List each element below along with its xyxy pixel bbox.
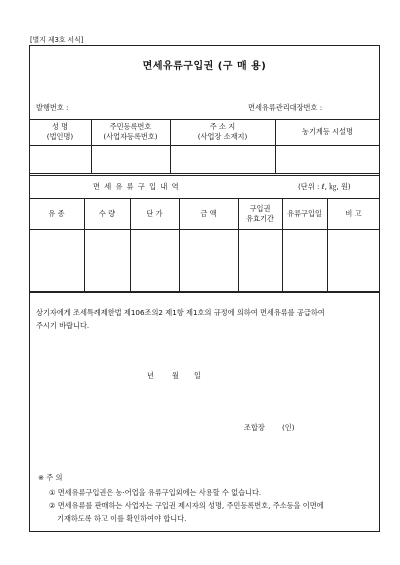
remarks-cell[interactable]	[328, 230, 379, 290]
address-cell[interactable]	[171, 146, 274, 172]
purchase-unit: (단위 : ℓ, ㎏, 원)	[298, 182, 351, 191]
date-year: 년	[147, 371, 154, 380]
oil-type-cell[interactable]	[30, 230, 83, 290]
amount-cell[interactable]	[180, 230, 237, 290]
request-text-line1: 상기자에게 조세특례제한법 제106조의2 제1항 제1호의 규정에 의하여 면세유류를 공급하여	[36, 308, 325, 317]
validity-period-header: 유효기간	[246, 214, 274, 223]
amount-header: 금 액	[200, 209, 217, 218]
validity-cell[interactable]	[239, 230, 281, 290]
unit-price-header: 단 가	[146, 209, 163, 218]
unit-price-cell[interactable]	[131, 230, 178, 290]
name-cell[interactable]	[30, 146, 90, 172]
form-label: [별지 제3호 서식]	[30, 36, 84, 44]
request-text-line2: 주시기 바랍니다.	[36, 321, 90, 330]
validity-header: 구입권	[249, 204, 271, 213]
quantity-cell[interactable]	[85, 230, 129, 290]
machinery-cell[interactable]	[276, 146, 379, 172]
name-header: 성 명	[51, 122, 69, 131]
business-number-header: (사업자등록번호)	[103, 132, 158, 141]
date-day: 일	[194, 371, 201, 380]
business-address-header: (사업장 소재지)	[197, 132, 248, 141]
quantity-header: 수 량	[98, 209, 116, 218]
union-head-label: 조합장	[244, 423, 265, 432]
issue-number-label: 발행번호 :	[36, 103, 69, 112]
form-title: 면세유류구입권 (구 매 용)	[142, 61, 267, 72]
purchase-date-cell[interactable]	[283, 230, 326, 290]
resident-number-cell[interactable]	[92, 146, 169, 172]
oil-type-header: 유 종	[48, 209, 65, 218]
ledger-number-label: 면세유류관리대장번호 :	[248, 103, 323, 112]
purchase-section-title: 면 세 유 류 구 입 내 역	[93, 182, 180, 191]
seal-mark: (인)	[282, 423, 295, 432]
note-item-2: ② 면세유류를 판매하는 사업자는 구입권 제시자의 성명, 주민등록번호, 주소등을 이면에	[49, 501, 324, 510]
date-month: 월	[172, 371, 179, 380]
purchase-date-header: 유류구입일	[287, 209, 322, 218]
notes-heading: ※ 주 의	[38, 473, 63, 482]
remarks-header: 비 고	[345, 209, 362, 218]
note-item-1: ① 면세유류구입권은 농·어업을 유류구입외에는 사용할 수 없습니다.	[49, 488, 262, 497]
note-item-2-cont: 기재하도록 하고 이를 확인하여야 합니다.	[57, 514, 187, 523]
resident-number-header: 주민등록번호	[109, 122, 152, 131]
machinery-header: 농기계등 시설명	[302, 127, 353, 136]
address-header: 주 소 지	[209, 122, 236, 131]
corp-name-header: (법인명)	[46, 132, 74, 141]
